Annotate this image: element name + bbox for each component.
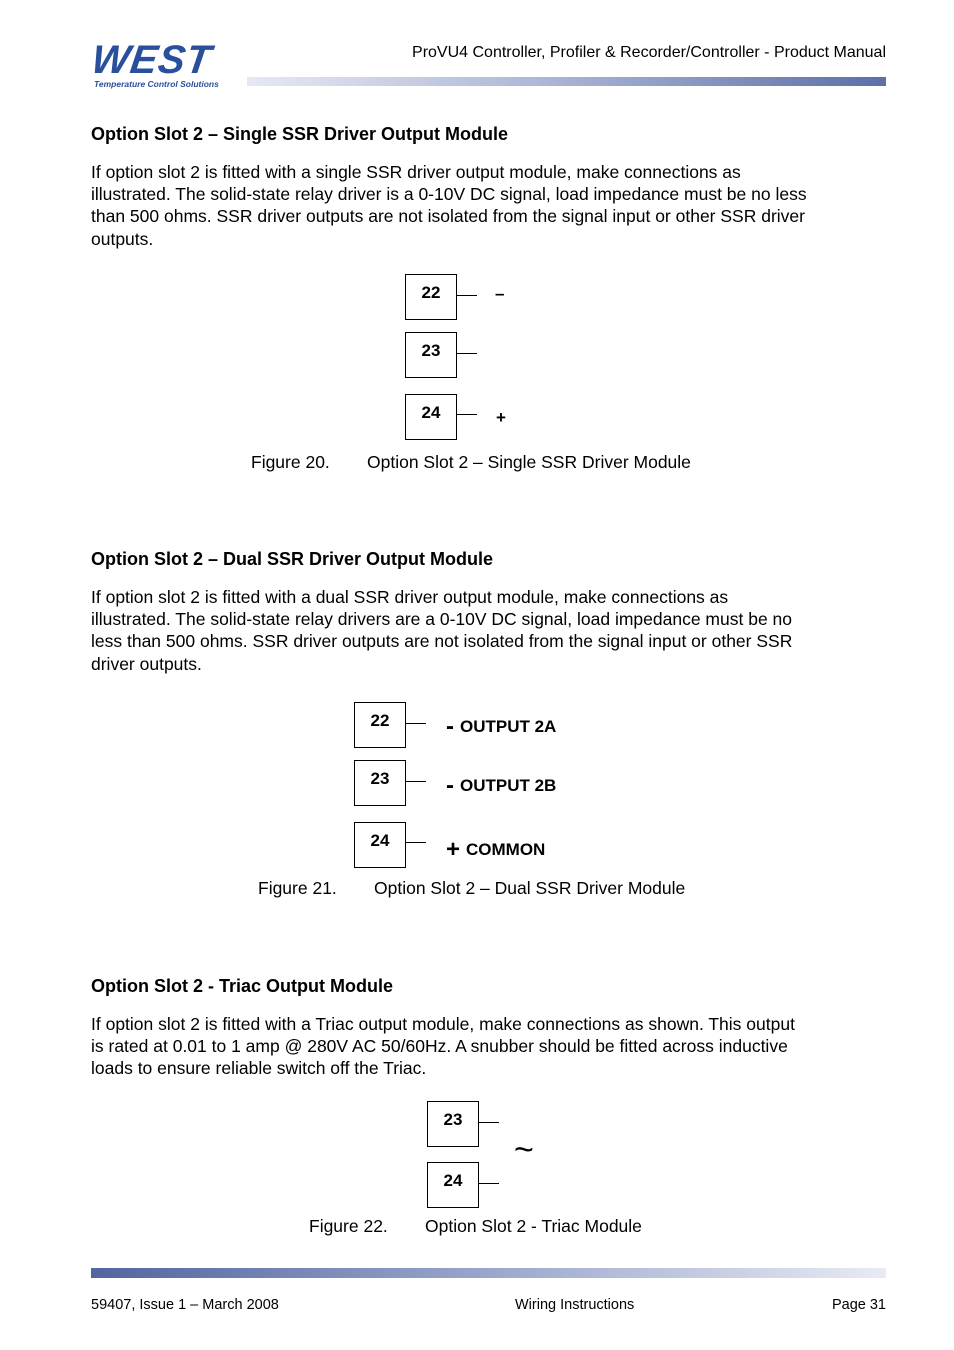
body-line: is rated at 0.01 to 1 amp @ 280V AC 50/60Hz. A snubber should be fitted across inductive [91,1036,788,1057]
wire [479,1183,499,1184]
figure-title: Option Slot 2 - Triac Module [425,1216,642,1236]
section-body-triac [91,1013,891,1080]
terminal-24 [354,822,406,868]
signal-symbol: - [446,772,454,799]
signal-output-2b [446,772,556,800]
figure-caption [309,1216,642,1237]
figure-number: Figure 20. [251,452,330,472]
terminal-number: 22 [370,711,390,730]
header-rule [247,77,886,86]
signal-symbol: + [446,836,461,863]
figure-number: Figure 22. [309,1216,388,1236]
terminal-number: 24 [443,1171,463,1190]
wire [457,295,477,296]
body-line: If option slot 2 is fitted with a dual SSR driver output module, make connections as [91,587,729,607]
wire [406,842,426,843]
footer-page-number: Page 31 [831,1297,886,1313]
footer-rule [91,1268,886,1278]
body-line: loads to ensure reliable switch off the Triac. [91,1058,427,1079]
terminal-24 [405,394,457,440]
logo-wordmark: WEST [88,38,215,82]
section-body-dual-ssr [91,586,891,675]
signal-label: OUTPUT 2A [460,717,557,736]
signal-output-2a [446,713,556,741]
signal-common [446,836,545,864]
figure-title: Option Slot 2 – Dual SSR Driver Module [374,878,686,898]
wire [457,353,477,354]
body-line: illustrated. The solid-state relay drivers are a 0-10V DC signal, load impedance must be no [91,609,792,630]
logo-tagline: Temperature Control Solutions [94,79,219,89]
terminal-23 [354,760,406,806]
section-body-single-ssr [91,161,891,250]
signal-positive: + [496,408,506,427]
figure-caption [258,878,685,899]
body-line: If option slot 2 is fitted with a Triac output module, make connections as shown. This output [91,1014,795,1034]
signal-label: OUTPUT 2B [460,776,557,795]
wire [479,1122,499,1123]
terminal-number: 22 [421,283,441,302]
terminal-number: 23 [443,1110,463,1129]
wire [457,414,477,415]
ac-tilde-symbol: ~ [514,1131,534,1169]
section-heading-single-ssr: Option Slot 2 – Single SSR Driver Output Module [91,124,509,144]
body-line: outputs. [91,228,154,249]
wire [406,723,426,724]
signal-negative: – [495,284,505,303]
section-heading-dual-ssr: Option Slot 2 – Dual SSR Driver Output Module [91,549,494,569]
west-logo [88,38,247,92]
figure-number: Figure 21. [258,878,337,898]
body-line: than 500 ohms. SSR driver outputs are not isolated from the signal input or other SSR driver [91,206,805,227]
document-title: ProVU4 Controller, Profiler & Recorder/Controller - Product Manual [412,44,886,61]
signal-symbol: - [446,713,454,740]
body-line: If option slot 2 is fitted with a single SSR driver output module, make connections as [91,162,741,182]
terminal-24 [427,1162,479,1208]
footer-section: Wiring Instructions [515,1297,635,1313]
body-line: less than 500 ohms. SSR driver outputs are not isolated from the signal input or other SSR [91,631,793,652]
terminal-22 [405,274,457,320]
signal-label: COMMON [466,840,546,859]
terminal-number: 24 [370,831,390,850]
footer-doc-number: 59407, Issue 1 – March 2008 [91,1297,279,1313]
terminal-22 [354,702,406,748]
body-line: illustrated. The solid-state relay driver is a 0-10V DC signal, load impedance must be no less [91,184,807,205]
terminal-number: 23 [421,341,441,360]
figure-title: Option Slot 2 – Single SSR Driver Module [367,452,691,472]
wire [406,781,426,782]
terminal-number: 23 [370,769,390,788]
figure-caption [251,452,691,473]
section-heading-triac: Option Slot 2 - Triac Output Module [91,976,393,996]
terminal-23 [405,332,457,378]
body-line: driver outputs. [91,653,202,674]
terminal-number: 24 [421,403,441,422]
terminal-23 [427,1101,479,1147]
